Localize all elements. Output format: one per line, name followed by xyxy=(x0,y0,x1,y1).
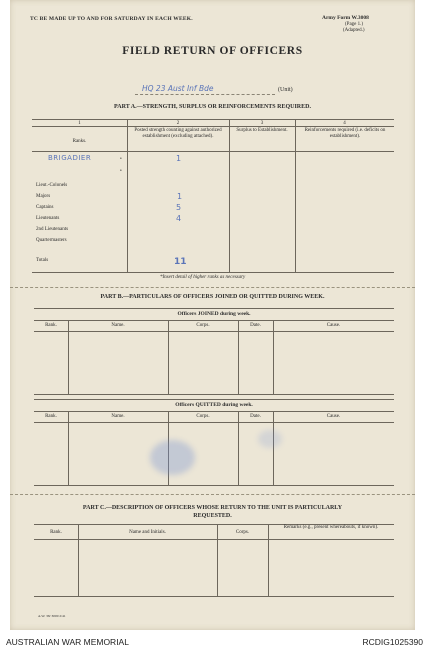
quitted-col-corps: Corps. xyxy=(196,414,210,419)
unit-label: (Unit) xyxy=(278,87,293,93)
archive-credit: AUSTRALIAN WAR MEMORIAL xyxy=(6,637,129,647)
quitted-col-date: Date. xyxy=(250,414,261,419)
rank-row-6: 2nd Lieutenants xyxy=(36,227,69,232)
header-instruction: TC BE MADE UP TO AND FOR SATURDAY IN EACH WEEK. xyxy=(30,16,193,22)
totals-label: Totals xyxy=(36,258,49,263)
unit-name: HQ 23 Aust Inf Bde xyxy=(142,84,214,93)
rank-row-4: Captains xyxy=(36,205,54,210)
part-c-col-corps: Corps. xyxy=(235,530,250,535)
quitted-col-cause: Cause. xyxy=(326,414,341,419)
part-b-heading: PART B.—PARTICULARS OF OFFICERS JOINED OR QUITTED DURING WEEK. xyxy=(100,294,325,300)
rank-row-5: Lieutenants xyxy=(36,216,60,221)
higher-ranks-note: *Insert detail of higher ranks as necessary xyxy=(160,275,246,280)
part-c-col-remarks: Remarks (e.g., present whereabouts, if known). xyxy=(283,525,379,530)
form-sheet: TC BE MADE UP TO AND FOR SATURDAY IN EACH WEEK. Army Form W.3008 (Page 1.) (Adapted.) FIELD RETURN OF OFFICERS HQ 23 Aust Inf Bde (Unit) PART A.—STRENGTH, SURPLUS OR REINFORCEMENTS REQUIRED. 1 2 3 4 Ranks. Posted strength counting against authorized establishment (excluding attached). Surplus to Establishment. Reinforcements required (i.e. deficits on establishment). BRIGADIER • • Lieut.-Colonels Majors Captains Lieutenants 2nd Lieutenants Quartermasters Totals 1 1 5 4 11 *Insert detail of higher ranks as necessary PART B.—PARTICULARS OF OFFICERS JOINED OR QUITTED DURING WEEK. Officers JOINED during week. Rank. Name. Corps. Date. Cause. Officers QUITTED during week. Rank. Name. Corps. Date. Cause. PART C.—DESCRIPTION OF OFFICERS WHOSE RETURN TO THE UNIT IS PARTICULARLY REQUESTED. Rank. Name and Initials. Corps. Remarks (e.g., present whereabouts, if known). A.W. 38/ 3000 2/41 xyxy=(10,0,415,630)
quitted-col-name: Name. xyxy=(111,414,125,419)
ink-stain xyxy=(150,440,195,475)
quitted-col-rank: Rank. xyxy=(45,414,57,419)
quitted-title: Officers QUITTED during week. xyxy=(175,402,253,408)
part-c-col-rank: Rank. xyxy=(50,530,62,535)
joined-col-cause: Cause. xyxy=(326,323,341,328)
rank-row-3: Majors xyxy=(36,194,51,199)
col-number-3: 3 xyxy=(260,121,264,126)
part-c-heading-1: PART C.—DESCRIPTION OF OFFICERS WHOSE RETURN TO THE UNIT IS PARTICULARLY xyxy=(82,505,343,511)
joined-col-rank: Rank. xyxy=(45,323,57,328)
part-a-heading: PART A.—STRENGTH, SURPLUS OR REINFORCEMENTS REQUIRED. xyxy=(114,104,311,110)
printer-mark: A.W. 38/ 3000 2/41 xyxy=(38,614,66,618)
unit-underline xyxy=(135,94,275,95)
col-number-1: 1 xyxy=(78,121,81,126)
strength-row-5: 4 xyxy=(176,214,182,223)
strength-row-4: 5 xyxy=(176,203,182,212)
reinforcements-header: Reinforcements required (i.e. deficits on establishment). xyxy=(304,128,386,139)
form-title: FIELD RETURN OF OFFICERS xyxy=(122,45,303,57)
strength-row-0: 1 xyxy=(176,154,182,163)
adapted-note: (Adapted.) xyxy=(343,28,365,33)
part-c-col-name: Name and Initials. xyxy=(129,530,166,535)
posted-strength-header: Posted strength counting against authorized establishment (excluding attached). xyxy=(134,128,222,139)
ranks-header: Ranks. xyxy=(72,139,87,144)
col-number-4: 4 xyxy=(343,121,346,126)
col-number-2: 2 xyxy=(176,121,180,126)
joined-col-date: Date. xyxy=(250,323,261,328)
totals-strength: 11 xyxy=(174,257,187,267)
joined-col-name: Name. xyxy=(111,323,125,328)
rank-row-2: Lieut.-Colonels xyxy=(36,183,68,188)
joined-col-corps: Corps. xyxy=(196,323,210,328)
strength-row-3: 1 xyxy=(177,192,183,201)
rank-row-7: Quartermasters xyxy=(36,238,67,243)
rank-row-0: BRIGADIER xyxy=(48,154,92,162)
part-c-heading-2: REQUESTED. xyxy=(193,513,232,519)
record-id: RCDIG1025390 xyxy=(362,637,423,647)
form-number: Army Form W.3008 xyxy=(322,15,369,21)
surplus-header: Surplus to Establishment. xyxy=(236,128,288,133)
ink-stain xyxy=(258,430,282,448)
joined-title: Officers JOINED during week. xyxy=(177,311,251,317)
page-number: (Page 1.) xyxy=(345,22,364,27)
